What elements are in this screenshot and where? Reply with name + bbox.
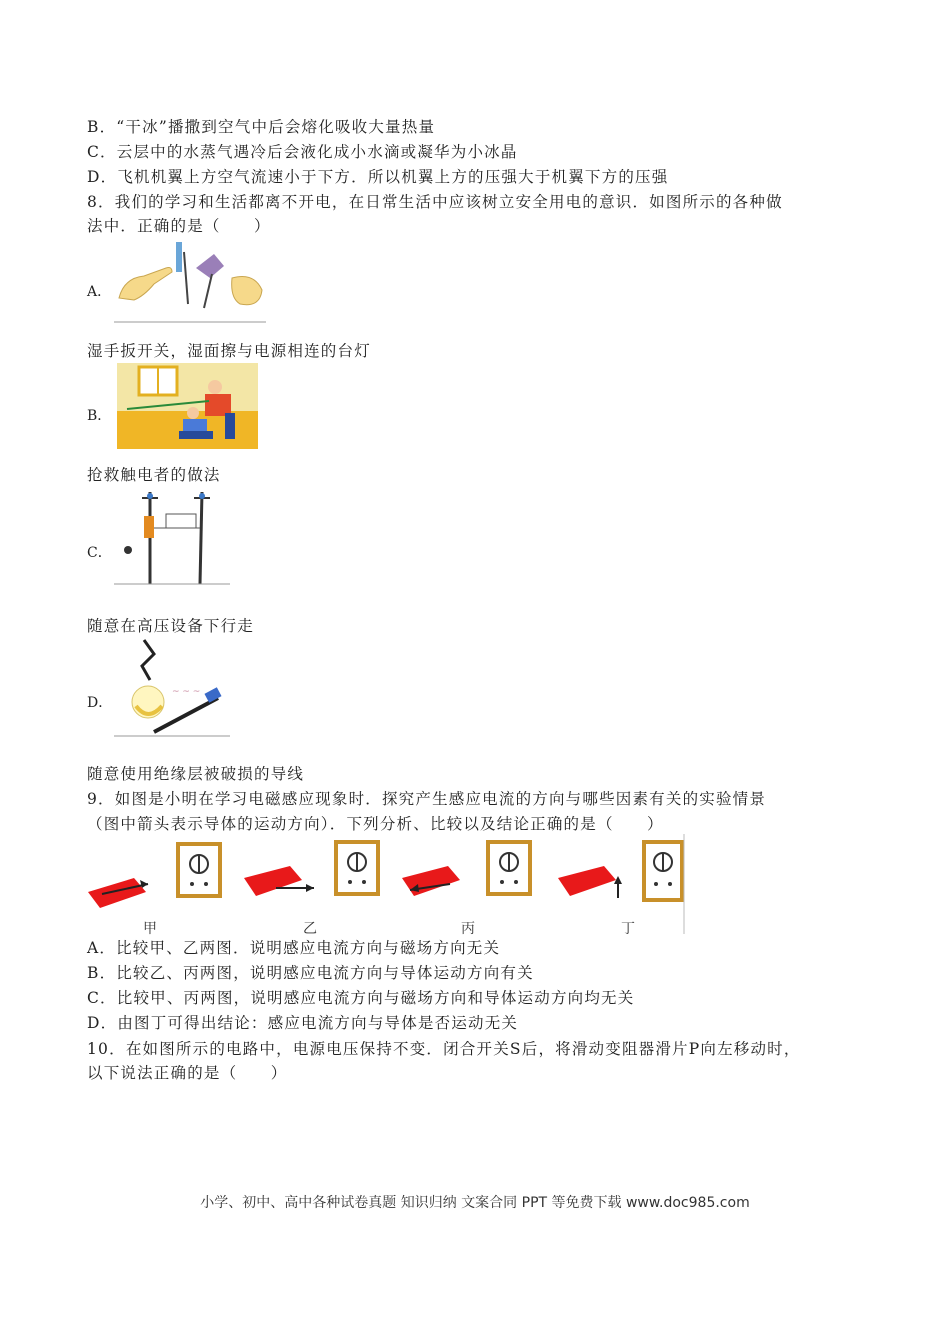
q10-stem-line1: 10．在如图所示的电路中，电源电压保持不变．闭合开关S后，将滑动变阻器滑片P向左移动时， — [87, 1040, 801, 1058]
damaged-wire-illustration — [114, 636, 230, 738]
q9-option-d: D．由图丁可得出结论：感应电流方向与导体是否运动无关 — [87, 1014, 519, 1032]
figure-label-jia: 甲 — [143, 921, 157, 937]
q7-option-b: B．“干冰”播撒到空气中后会熔化吸收大量热量 — [87, 118, 436, 136]
q8-option-b-letter: B． — [87, 408, 112, 424]
high-voltage-poles-illustration — [114, 488, 230, 586]
q8-option-c-caption: 随意在高压设备下行走 — [87, 617, 255, 635]
q8-option-a-caption: 湿手扳开关，湿面擦与电源相连的台灯 — [87, 342, 371, 360]
figure-label-ding: 丁 — [621, 921, 635, 937]
electromagnetic-induction-experiment-figure — [86, 834, 688, 936]
q10-stem-line2: 以下说法正确的是（ ） — [87, 1064, 288, 1082]
q8-option-d-letter: D． — [87, 695, 113, 711]
q9-stem-line2: （图中箭头表示导体的运动方向）．下列分析、比较以及结论正确的是（ ） — [87, 815, 664, 833]
figure-label-bing: 丙 — [461, 921, 475, 937]
q7-option-d: D．飞机机翼上方空气流速小于下方．所以机翼上方的压强大于机翼下方的压强 — [87, 168, 669, 186]
svg-text:~ ~ ~: ~ ~ ~ — [172, 687, 201, 697]
q9-option-b: B．比较乙、丙两图，说明感应电流方向与导体运动方向有关 — [87, 964, 534, 982]
q8-option-a-letter: A． — [87, 284, 112, 300]
wet-hand-switch-illustration — [114, 238, 266, 324]
q9-option-a: A．比较甲、乙两图．说明感应电流方向与磁场方向无关 — [87, 939, 501, 957]
rescue-electrocuted-illustration — [117, 363, 258, 449]
q8-option-c-letter: C． — [87, 545, 112, 561]
figure-label-yi: 乙 — [303, 921, 317, 937]
q9-stem-line1: 9．如图是小明在学习电磁感应现象时．探究产生感应电流的方向与哪些因素有关的实验情景 — [87, 790, 767, 808]
q8-stem-line1: 8．我们的学习和生活都离不开电，在日常生活中应该树立安全用电的意识．如图所示的各种做 — [87, 193, 783, 211]
q8-option-d-caption: 随意使用绝缘层被破损的导线 — [87, 765, 305, 783]
page-footer: 小学、初中、高中各种试卷真题 知识归纳 文案合同 PPT 等免费下载 www.doc985.com — [200, 1195, 750, 1211]
q8-stem-line2: 法中．正确的是（ ） — [87, 217, 271, 235]
q9-option-c: C．比较甲、丙两图，说明感应电流方向与磁场方向和导体运动方向均无关 — [87, 989, 635, 1007]
q7-option-c: C．云层中的水蒸气遇冷后会液化成小水滴或凝华为小冰晶 — [87, 143, 518, 161]
q8-option-b-caption: 抢救触电者的做法 — [87, 466, 221, 484]
